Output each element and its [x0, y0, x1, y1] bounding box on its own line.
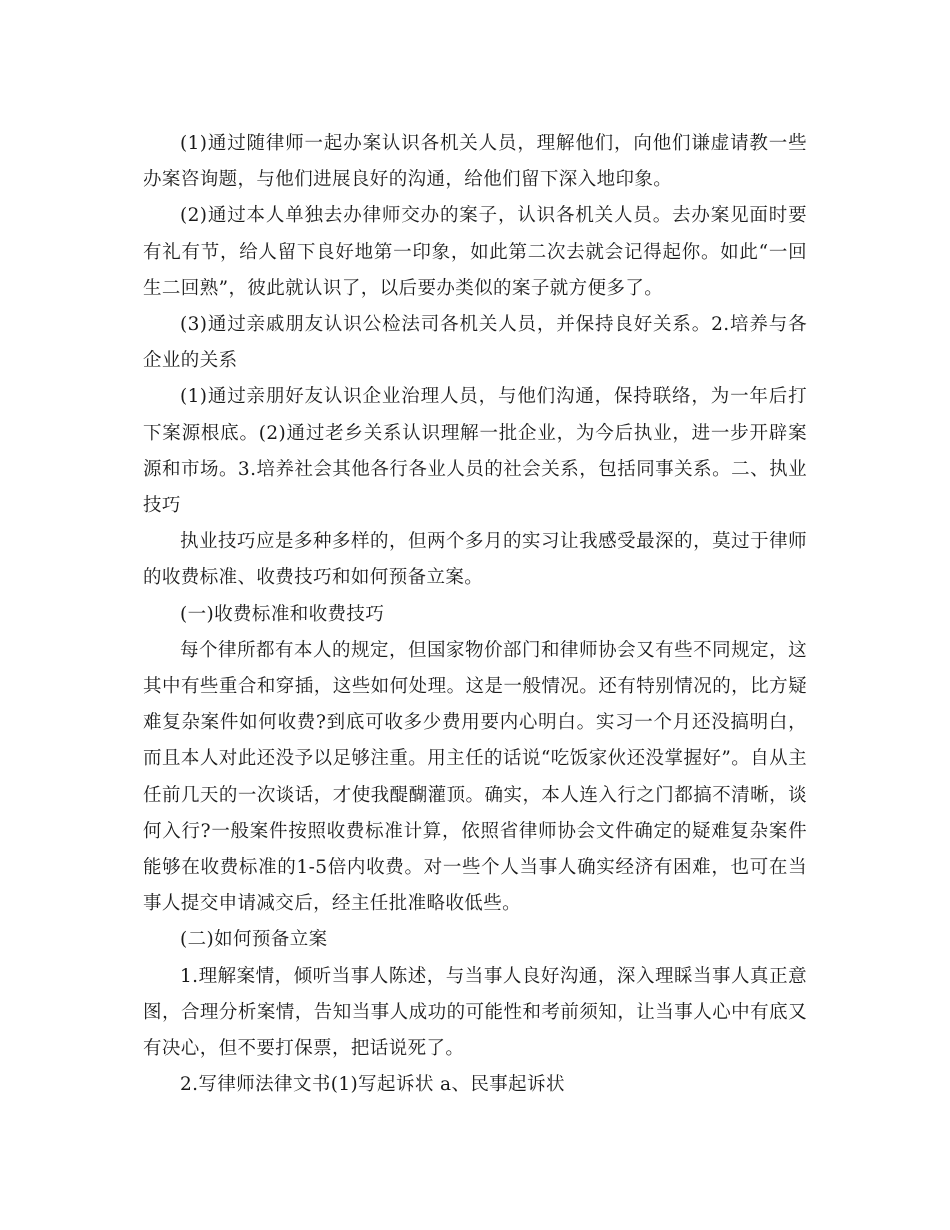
paragraph-4: (1)通过亲朋好友认识企业治理人员，与他们沟通，保持联络，为一年后打下案源根底。(2)通过老乡关系认识理解一批企业，为今后执业，进一步开辟案源和市场。3.培养社会其他各行各业人员的社会关系，包括同事关系。二、执业技巧 [143, 386, 807, 517]
paragraph-10: 2.写律师法律文书(1)写起诉状 a、民事起诉状 [180, 1074, 565, 1096]
section-heading-fees: (一)收费标准和收费技巧 [180, 603, 385, 625]
paragraph-7: 每个律所都有本人的规定，但国家物价部门和律师协会又有些不同规定，这其中有些重合和穿插，这些如何处理。这是一般情况。还有特别情况的，比方疑难复杂案件如何收费?到底可收多少费用要内心明白。实习一个月还没搞明白，而且本人对此还没予以足够注重。用主任的话说“吃饭家伙还没掌握好”。自从主任前几天的一次谈话，才使我醍醐灌顶。确实，本人连入行之门都搞不清晰，谈何入行?一般案件按照收费标准计算，依照省律师协会文件确定的疑难复杂案件能够在收费标准的1-5倍内收费。对一些个人当事人确实经济有困难，也可在当事人提交申请减交后，经主任批准略收低些。 [143, 639, 807, 915]
paragraph-3: (3)通过亲戚朋友认识公检法司各机关人员，并保持良好关系。2.培养与各企业的关系 [143, 314, 807, 372]
document-body [143, 126, 807, 1103]
paragraph-2: (2)通过本人单独去办律师交办的案子，认识各机关人员。去办案见面时要有礼有节，给人留下良好地第一印象，如此第二次去就会记得起你。如此“一回生二回熟”，彼此就认识了，以后要办类似的案子就方便多了。 [143, 205, 807, 299]
paragraph-1: (1)通过随律师一起办案认识各机关人员，理解他们，向他们谦虚请教一些办案咨询题，与他们进展良好的沟通，给他们留下深入地印象。 [143, 133, 807, 191]
section-heading-filing: (二)如何预备立案 [180, 929, 328, 951]
paragraph-5: 执业技巧应是多种多样的，但两个多月的实习让我感受最深的，莫过于律师的收费标准、收费技巧和如何预备立案。 [143, 531, 807, 589]
paragraph-9: 1.理解案情，倾听当事人陈述，与当事人良好沟通，深入理睬当事人真正意图，合理分析案情，告知当事人成功的可能性和考前须知，让当事人心中有底又有决心，但不要打保票，把话说死了。 [143, 965, 807, 1060]
